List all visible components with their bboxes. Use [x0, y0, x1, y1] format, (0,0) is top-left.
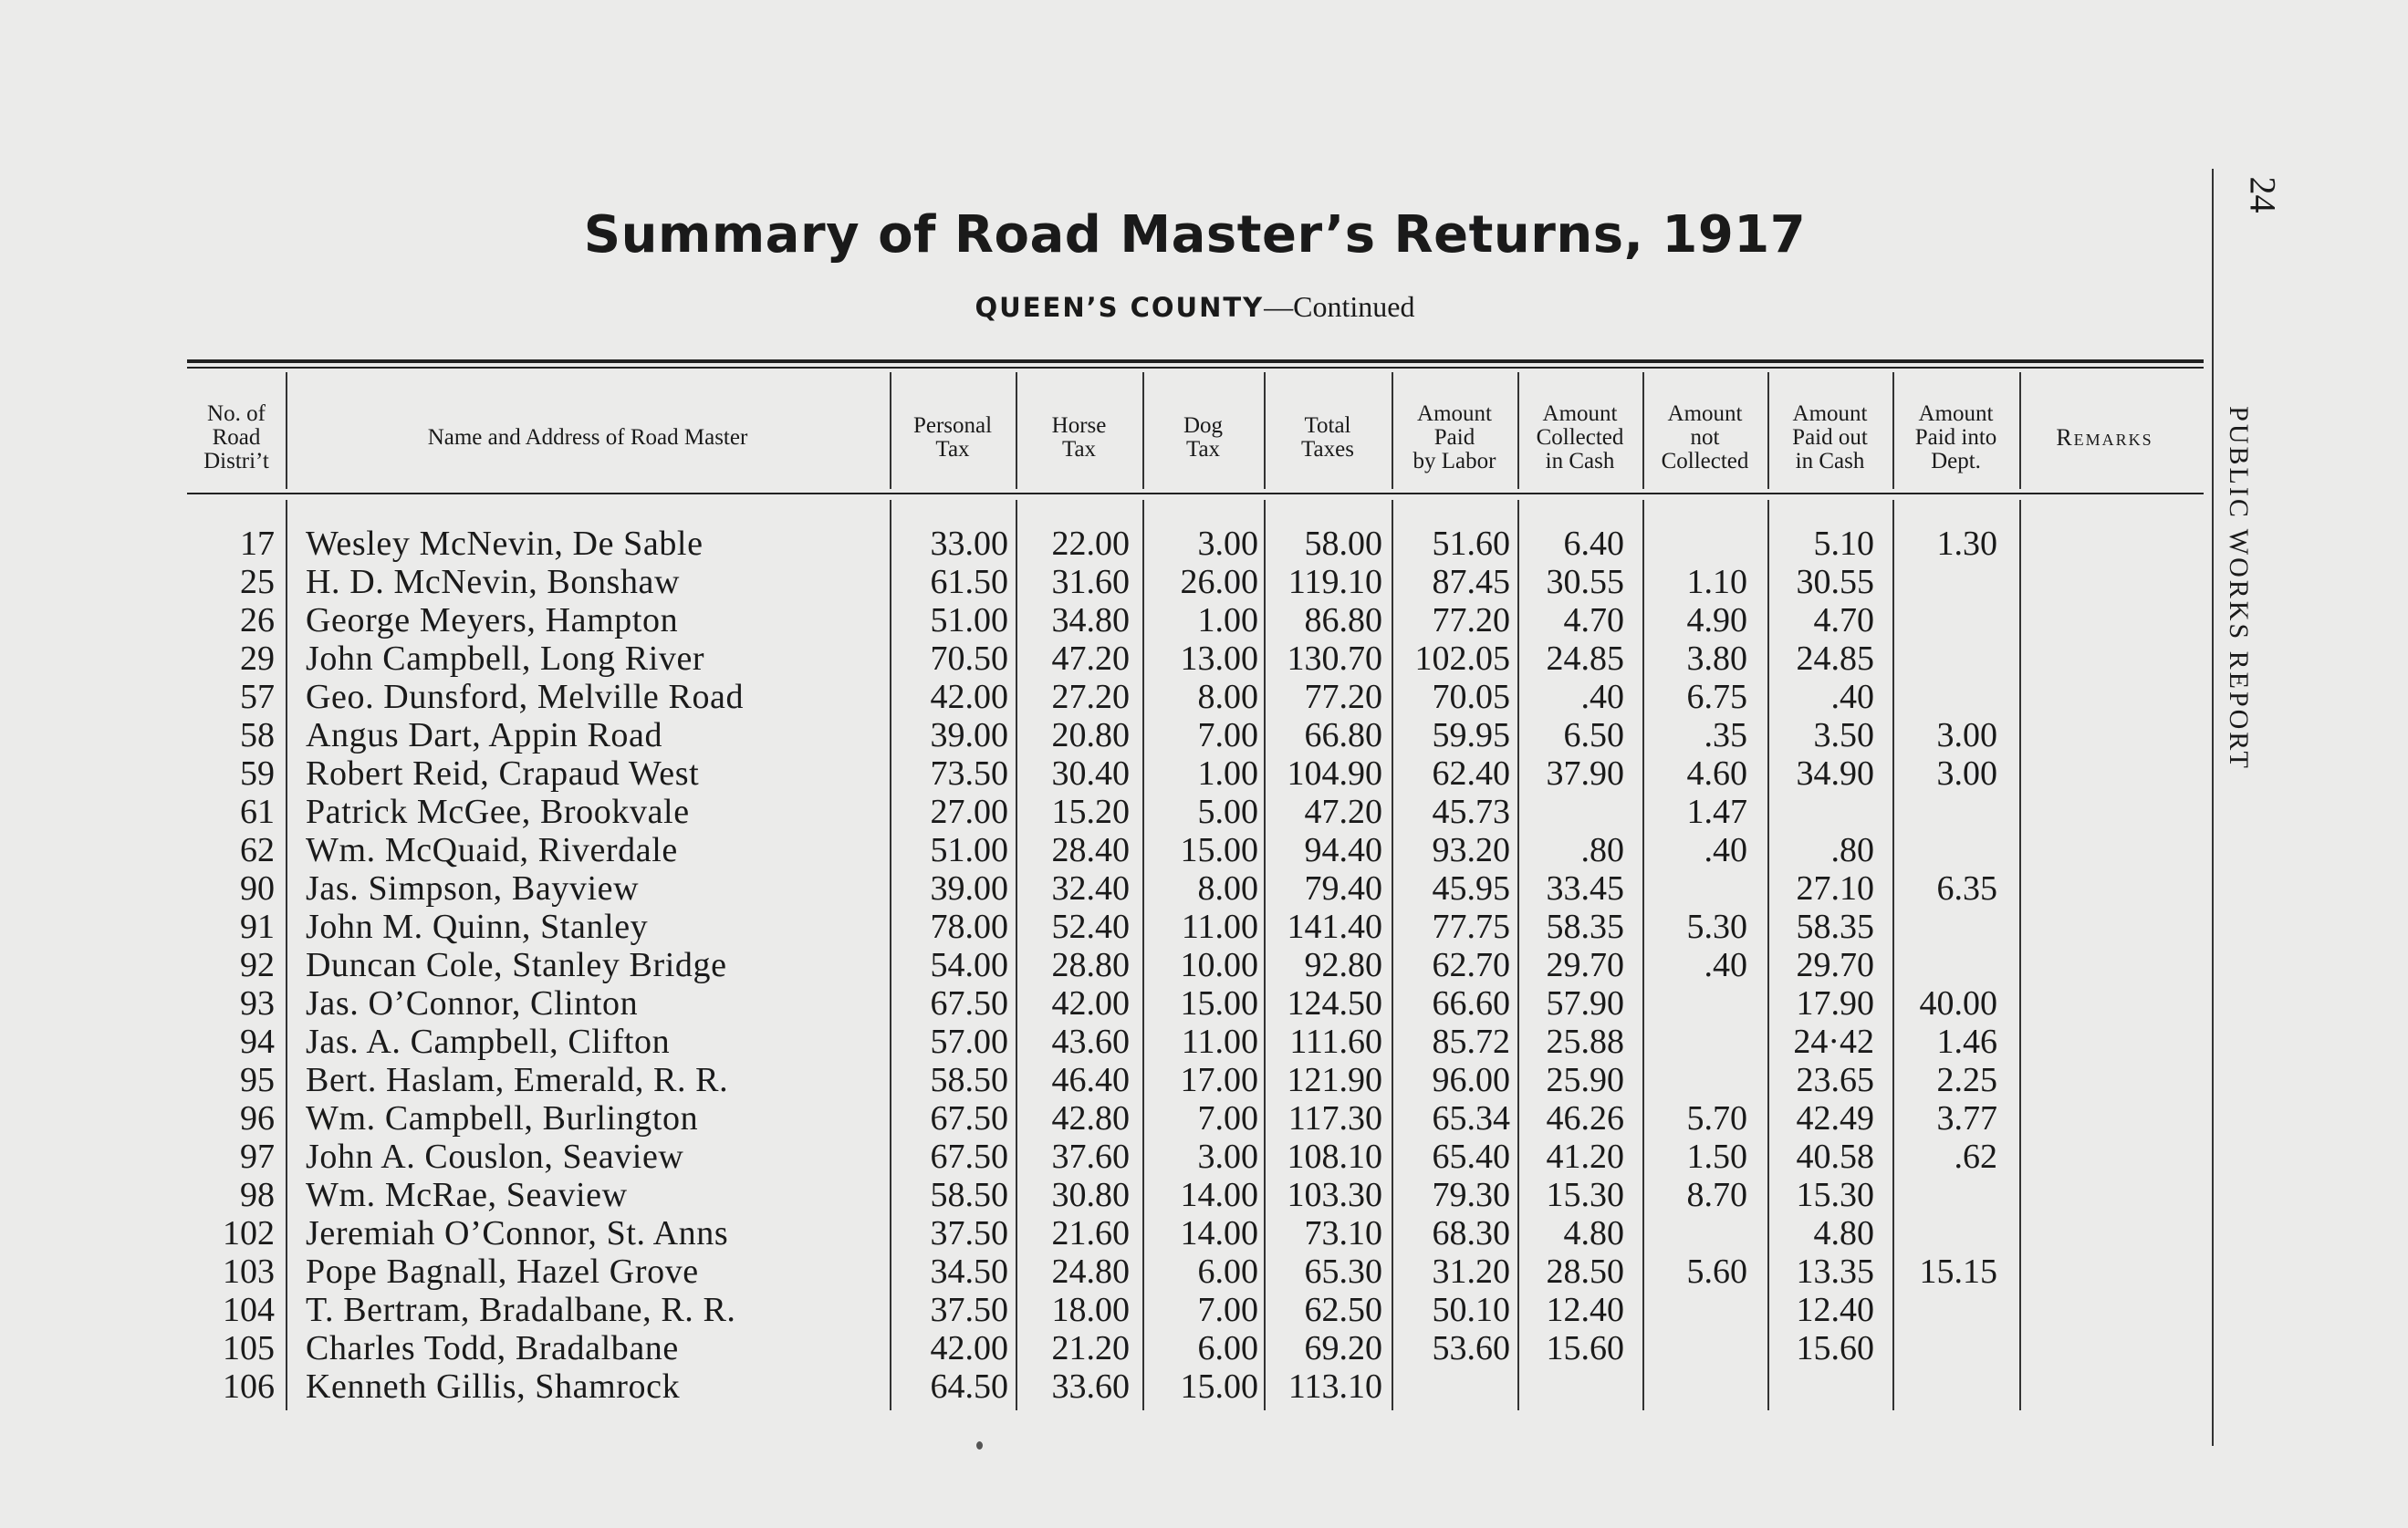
cell-paid-into-dept: 6.35 — [1936, 869, 1997, 908]
cell-dog-tax: 14.00 — [1180, 1214, 1258, 1253]
cell-paid-out-cash: 42.49 — [1796, 1099, 1874, 1138]
cell-name: Jeremiah O’Connor, St. Anns — [306, 1214, 729, 1253]
cell-paid-into-dept: 3.00 — [1936, 754, 1997, 793]
cell-paid-by-labor: 62.40 — [1432, 754, 1510, 793]
table-row — [0, 1023, 2190, 1061]
cell-total-taxes: 141.40 — [1287, 908, 1382, 946]
cell-district: 17 — [240, 525, 275, 563]
cell-horse-tax: 18.00 — [1051, 1291, 1130, 1329]
table-row — [0, 678, 2190, 716]
cell-not-collected: 3.80 — [1686, 639, 1747, 678]
table-row — [0, 1138, 2190, 1176]
cell-paid-by-labor: 87.45 — [1432, 563, 1510, 601]
running-title: PUBLIC WORKS REPORT — [2224, 406, 2254, 771]
cell-total-taxes: 69.20 — [1304, 1329, 1382, 1367]
cell-not-collected: 4.90 — [1686, 601, 1747, 639]
cell-collected-cash: 33.45 — [1546, 869, 1624, 908]
cell-total-taxes: 104.90 — [1287, 754, 1382, 793]
cell-name: Wm. McRae, Seaview — [306, 1176, 628, 1214]
cell-dog-tax: 8.00 — [1197, 678, 1258, 716]
cell-paid-out-cash: .80 — [1830, 831, 1874, 869]
cell-collected-cash: 30.55 — [1546, 563, 1624, 601]
cell-horse-tax: 21.60 — [1051, 1214, 1130, 1253]
cell-dog-tax: 10.00 — [1180, 946, 1258, 984]
cell-personal-tax: 73.50 — [930, 754, 1008, 793]
cell-name: Jas. O’Connor, Clinton — [306, 984, 639, 1023]
cell-dog-tax: 5.00 — [1197, 793, 1258, 831]
page-number: 24 — [2242, 176, 2284, 213]
cell-dog-tax: 11.00 — [1181, 908, 1258, 946]
cell-paid-by-labor: 79.30 — [1432, 1176, 1510, 1214]
cell-paid-into-dept: 3.00 — [1936, 716, 1997, 754]
cell-paid-out-cash: 3.50 — [1813, 716, 1874, 754]
column-header-paid-into-dept: Amount Paid into Dept. — [1914, 401, 1997, 473]
county-name: QUEEN’S COUNTY — [975, 292, 1265, 323]
cell-name: Robert Reid, Crapaud West — [306, 754, 700, 793]
table-row — [0, 1253, 2190, 1291]
cell-personal-tax: 78.00 — [930, 908, 1008, 946]
cell-paid-into-dept: .62 — [1954, 1138, 1997, 1176]
column-header-name: Name and Address of Road Master — [427, 425, 748, 450]
cell-not-collected: 6.75 — [1686, 678, 1747, 716]
cell-dog-tax: 15.00 — [1180, 1367, 1258, 1406]
cell-paid-by-labor: 51.60 — [1432, 525, 1510, 563]
cell-not-collected: 1.10 — [1686, 563, 1747, 601]
cell-paid-by-labor: 53.60 — [1432, 1329, 1510, 1367]
cell-district: 90 — [240, 869, 275, 908]
column-header-total-taxes: Total Taxes — [1301, 413, 1354, 462]
cell-paid-into-dept: 3.77 — [1936, 1099, 1997, 1138]
column-header-remarks: Remarks — [2056, 424, 2153, 451]
cell-paid-out-cash: 23.65 — [1796, 1061, 1874, 1099]
cell-collected-cash: 41.20 — [1546, 1138, 1624, 1176]
cell-total-taxes: 58.00 — [1304, 525, 1382, 563]
cell-total-taxes: 86.80 — [1304, 601, 1382, 639]
cell-dog-tax: 3.00 — [1197, 525, 1258, 563]
cell-total-taxes: 77.20 — [1304, 678, 1382, 716]
cell-collected-cash: 12.40 — [1546, 1291, 1624, 1329]
table-row — [0, 831, 2190, 869]
cell-collected-cash: 28.50 — [1546, 1253, 1624, 1291]
cell-paid-by-labor: 50.10 — [1432, 1291, 1510, 1329]
header-bottom-rule — [187, 493, 2204, 494]
cell-name: T. Bertram, Bradalbane, R. R. — [306, 1291, 736, 1329]
cell-dog-tax: 7.00 — [1197, 1099, 1258, 1138]
cell-paid-out-cash: 27.10 — [1796, 869, 1874, 908]
cell-total-taxes: 124.50 — [1287, 984, 1382, 1023]
column-header-collected-cash: Amount Collected in Cash — [1536, 401, 1624, 473]
cell-paid-out-cash: 5.10 — [1813, 525, 1874, 563]
cell-horse-tax: 15.20 — [1051, 793, 1130, 831]
cell-district: 58 — [240, 716, 275, 754]
cell-personal-tax: 70.50 — [930, 639, 1008, 678]
cell-dog-tax: 6.00 — [1197, 1329, 1258, 1367]
cell-horse-tax: 43.60 — [1051, 1023, 1130, 1061]
cell-not-collected: 1.50 — [1686, 1138, 1747, 1176]
cell-personal-tax: 42.00 — [930, 1329, 1008, 1367]
cell-district: 92 — [240, 946, 275, 984]
cell-personal-tax: 34.50 — [930, 1253, 1008, 1291]
cell-horse-tax: 31.60 — [1051, 563, 1130, 601]
cell-personal-tax: 57.00 — [930, 1023, 1008, 1061]
table-row — [0, 1367, 2190, 1406]
cell-collected-cash: 6.50 — [1563, 716, 1624, 754]
cell-horse-tax: 20.80 — [1051, 716, 1130, 754]
cell-collected-cash: 24.85 — [1546, 639, 1624, 678]
table-row — [0, 1214, 2190, 1253]
cell-personal-tax: 67.50 — [930, 1138, 1008, 1176]
cell-district: 96 — [240, 1099, 275, 1138]
cell-name: Wm. Campbell, Burlington — [306, 1099, 699, 1138]
column-header-not-collected: Amount not Collected — [1661, 401, 1749, 473]
table-row — [0, 946, 2190, 984]
cell-dog-tax: 13.00 — [1180, 639, 1258, 678]
cell-district: 105 — [223, 1329, 275, 1367]
cell-name: Angus Dart, Appin Road — [306, 716, 663, 754]
cell-horse-tax: 47.20 — [1051, 639, 1130, 678]
cell-not-collected: .40 — [1704, 831, 1747, 869]
cell-total-taxes: 103.30 — [1287, 1176, 1382, 1214]
cell-collected-cash: 29.70 — [1546, 946, 1624, 984]
cell-district: 102 — [223, 1214, 275, 1253]
cell-collected-cash: 46.26 — [1546, 1099, 1624, 1138]
table-row — [0, 793, 2190, 831]
cell-collected-cash: 58.35 — [1546, 908, 1624, 946]
ink-speck — [976, 1441, 983, 1450]
cell-total-taxes: 113.10 — [1287, 1367, 1382, 1406]
cell-horse-tax: 42.00 — [1051, 984, 1130, 1023]
cell-horse-tax: 30.80 — [1051, 1176, 1130, 1214]
cell-horse-tax: 32.40 — [1051, 869, 1130, 908]
cell-district: 103 — [223, 1253, 275, 1291]
cell-paid-by-labor: 70.05 — [1432, 678, 1510, 716]
column-header-paid-by-labor: Amount Paid by Labor — [1412, 401, 1496, 473]
cell-paid-by-labor: 59.95 — [1432, 716, 1510, 754]
cell-horse-tax: 46.40 — [1051, 1061, 1130, 1099]
cell-personal-tax: 58.50 — [930, 1061, 1008, 1099]
cell-paid-out-cash: 34.90 — [1796, 754, 1874, 793]
cell-total-taxes: 117.30 — [1287, 1099, 1382, 1138]
cell-personal-tax: 42.00 — [930, 678, 1008, 716]
cell-paid-by-labor: 96.00 — [1432, 1061, 1510, 1099]
cell-dog-tax: 15.00 — [1180, 984, 1258, 1023]
cell-total-taxes: 130.70 — [1287, 639, 1382, 678]
cell-paid-by-labor: 31.20 — [1432, 1253, 1510, 1291]
cell-horse-tax: 42.80 — [1051, 1099, 1130, 1138]
cell-name: George Meyers, Hampton — [306, 601, 679, 639]
cell-paid-out-cash: 24·42 — [1793, 1023, 1874, 1061]
cell-paid-out-cash: 17.90 — [1796, 984, 1874, 1023]
cell-collected-cash: 57.90 — [1546, 984, 1624, 1023]
cell-collected-cash: .40 — [1580, 678, 1624, 716]
cell-not-collected: 8.70 — [1686, 1176, 1747, 1214]
cell-name: Bert. Haslam, Emerald, R. R. — [306, 1061, 729, 1099]
cell-not-collected: 1.47 — [1686, 793, 1747, 831]
cell-total-taxes: 66.80 — [1304, 716, 1382, 754]
column-header-district: No. of Road Distri’t — [203, 401, 269, 473]
cell-horse-tax: 24.80 — [1051, 1253, 1130, 1291]
cell-paid-into-dept: 1.46 — [1936, 1023, 1997, 1061]
cell-district: 62 — [240, 831, 275, 869]
cell-collected-cash: 25.90 — [1546, 1061, 1624, 1099]
cell-paid-out-cash: 12.40 — [1796, 1291, 1874, 1329]
subtitle-suffix: —Continued — [1264, 290, 1415, 323]
cell-district: 94 — [240, 1023, 275, 1061]
table-row — [0, 1176, 2190, 1214]
cell-paid-into-dept: 2.25 — [1936, 1061, 1997, 1099]
cell-horse-tax: 28.80 — [1051, 946, 1130, 984]
table-row — [0, 1061, 2190, 1099]
cell-collected-cash: .80 — [1580, 831, 1624, 869]
top-rule-thick — [187, 359, 2204, 363]
cell-not-collected: 4.60 — [1686, 754, 1747, 793]
cell-not-collected: 5.30 — [1686, 908, 1747, 946]
cell-district: 26 — [240, 601, 275, 639]
cell-district: 59 — [240, 754, 275, 793]
page-edge-rule — [2212, 169, 2214, 1446]
cell-total-taxes: 73.10 — [1304, 1214, 1382, 1253]
cell-name: Jas. Simpson, Bayview — [306, 869, 640, 908]
cell-name: Wm. McQuaid, Riverdale — [306, 831, 678, 869]
cell-horse-tax: 33.60 — [1051, 1367, 1130, 1406]
cell-personal-tax: 58.50 — [930, 1176, 1008, 1214]
cell-dog-tax: 8.00 — [1197, 869, 1258, 908]
cell-name: Jas. A. Campbell, Clifton — [306, 1023, 671, 1061]
cell-total-taxes: 62.50 — [1304, 1291, 1382, 1329]
cell-dog-tax: 1.00 — [1197, 601, 1258, 639]
page-title: Summary of Road Master’s Returns, 1917 — [583, 205, 1807, 265]
cell-paid-out-cash: 15.30 — [1796, 1176, 1874, 1214]
cell-paid-by-labor: 65.40 — [1432, 1138, 1510, 1176]
table-row — [0, 984, 2190, 1023]
table-row — [0, 525, 2190, 563]
cell-total-taxes: 79.40 — [1304, 869, 1382, 908]
cell-horse-tax: 30.40 — [1051, 754, 1130, 793]
cell-total-taxes: 119.10 — [1287, 563, 1382, 601]
table-row — [0, 869, 2190, 908]
cell-paid-out-cash: 40.58 — [1796, 1138, 1874, 1176]
table-row — [0, 908, 2190, 946]
cell-paid-into-dept: 15.15 — [1919, 1253, 1997, 1291]
cell-dog-tax: 7.00 — [1197, 716, 1258, 754]
cell-collected-cash: 6.40 — [1563, 525, 1624, 563]
cell-district: 61 — [240, 793, 275, 831]
cell-paid-out-cash: 24.85 — [1796, 639, 1874, 678]
cell-collected-cash: 25.88 — [1546, 1023, 1624, 1061]
table-row — [0, 1291, 2190, 1329]
cell-paid-by-labor: 85.72 — [1432, 1023, 1510, 1061]
top-rule-thin — [187, 367, 2204, 369]
cell-personal-tax: 51.00 — [930, 831, 1008, 869]
cell-district: 106 — [223, 1367, 275, 1406]
cell-paid-out-cash: 4.80 — [1813, 1214, 1874, 1253]
cell-total-taxes: 92.80 — [1304, 946, 1382, 984]
cell-total-taxes: 94.40 — [1304, 831, 1382, 869]
cell-district: 29 — [240, 639, 275, 678]
cell-personal-tax: 67.50 — [930, 984, 1008, 1023]
cell-paid-into-dept: 1.30 — [1936, 525, 1997, 563]
table-row — [0, 563, 2190, 601]
cell-personal-tax: 37.50 — [930, 1214, 1008, 1253]
cell-horse-tax: 22.00 — [1051, 525, 1130, 563]
cell-paid-out-cash: 58.35 — [1796, 908, 1874, 946]
cell-horse-tax: 28.40 — [1051, 831, 1130, 869]
cell-paid-out-cash: 4.70 — [1813, 601, 1874, 639]
cell-name: John A. Couslon, Seaview — [306, 1138, 684, 1176]
cell-personal-tax: 54.00 — [930, 946, 1008, 984]
cell-not-collected: .40 — [1704, 946, 1747, 984]
cell-paid-out-cash: .40 — [1830, 678, 1874, 716]
cell-dog-tax: 15.00 — [1180, 831, 1258, 869]
cell-dog-tax: 6.00 — [1197, 1253, 1258, 1291]
cell-name: Charles Todd, Bradalbane — [306, 1329, 679, 1367]
cell-personal-tax: 39.00 — [930, 716, 1008, 754]
cell-total-taxes: 108.10 — [1287, 1138, 1382, 1176]
cell-name: Geo. Dunsford, Melville Road — [306, 678, 745, 716]
cell-paid-out-cash: 30.55 — [1796, 563, 1874, 601]
column-header-dog-tax: Dog Tax — [1183, 413, 1224, 462]
cell-paid-by-labor: 65.34 — [1432, 1099, 1510, 1138]
cell-paid-by-labor: 77.20 — [1432, 601, 1510, 639]
cell-horse-tax: 52.40 — [1051, 908, 1130, 946]
cell-paid-by-labor: 66.60 — [1432, 984, 1510, 1023]
cell-paid-out-cash: 15.60 — [1796, 1329, 1874, 1367]
cell-name: H. D. McNevin, Bonshaw — [306, 563, 681, 601]
table-row — [0, 1099, 2190, 1138]
cell-dog-tax: 7.00 — [1197, 1291, 1258, 1329]
cell-not-collected: 5.70 — [1686, 1099, 1747, 1138]
cell-dog-tax: 26.00 — [1180, 563, 1258, 601]
cell-dog-tax: 14.00 — [1180, 1176, 1258, 1214]
cell-paid-into-dept: 40.00 — [1919, 984, 1997, 1023]
cell-paid-by-labor: 102.05 — [1414, 639, 1510, 678]
cell-personal-tax: 51.00 — [930, 601, 1008, 639]
cell-name: Kenneth Gillis, Shamrock — [306, 1367, 681, 1406]
cell-dog-tax: 11.00 — [1181, 1023, 1258, 1061]
table-row — [0, 716, 2190, 754]
page-subtitle — [0, 290, 2399, 324]
cell-not-collected: 5.60 — [1686, 1253, 1747, 1291]
cell-personal-tax: 37.50 — [930, 1291, 1008, 1329]
cell-name: John M. Quinn, Stanley — [306, 908, 649, 946]
table-row — [0, 754, 2190, 793]
cell-collected-cash: 37.90 — [1546, 754, 1624, 793]
table-row — [0, 601, 2190, 639]
cell-district: 97 — [240, 1138, 275, 1176]
cell-personal-tax: 27.00 — [930, 793, 1008, 831]
column-header-paid-out-cash: Amount Paid out in Cash — [1792, 401, 1868, 473]
cell-collected-cash: 15.60 — [1546, 1329, 1624, 1367]
cell-personal-tax: 67.50 — [930, 1099, 1008, 1138]
table-row — [0, 639, 2190, 678]
cell-dog-tax: 3.00 — [1197, 1138, 1258, 1176]
cell-total-taxes: 65.30 — [1304, 1253, 1382, 1291]
cell-name: Duncan Cole, Stanley Bridge — [306, 946, 727, 984]
cell-name: Patrick McGee, Brookvale — [306, 793, 690, 831]
cell-district: 93 — [240, 984, 275, 1023]
cell-district: 57 — [240, 678, 275, 716]
cell-paid-by-labor: 45.73 — [1432, 793, 1510, 831]
cell-district: 104 — [223, 1291, 275, 1329]
cell-personal-tax: 33.00 — [930, 525, 1008, 563]
cell-horse-tax: 21.20 — [1051, 1329, 1130, 1367]
cell-collected-cash: 4.80 — [1563, 1214, 1624, 1253]
cell-dog-tax: 1.00 — [1197, 754, 1258, 793]
cell-not-collected: .35 — [1704, 716, 1747, 754]
cell-paid-by-labor: 77.75 — [1432, 908, 1510, 946]
cell-district: 25 — [240, 563, 275, 601]
cell-district: 91 — [240, 908, 275, 946]
cell-personal-tax: 39.00 — [930, 869, 1008, 908]
cell-personal-tax: 64.50 — [930, 1367, 1008, 1406]
cell-name: John Campbell, Long River — [306, 639, 705, 678]
cell-total-taxes: 47.20 — [1304, 793, 1382, 831]
cell-paid-by-labor: 62.70 — [1432, 946, 1510, 984]
cell-collected-cash: 4.70 — [1563, 601, 1624, 639]
column-header-personal-tax: Personal Tax — [912, 413, 993, 462]
cell-horse-tax: 37.60 — [1051, 1138, 1130, 1176]
cell-horse-tax: 27.20 — [1051, 678, 1130, 716]
cell-horse-tax: 34.80 — [1051, 601, 1130, 639]
cell-paid-out-cash: 29.70 — [1796, 946, 1874, 984]
column-header-horse-tax: Horse Tax — [1051, 413, 1107, 462]
cell-total-taxes: 111.60 — [1289, 1023, 1382, 1061]
cell-district: 98 — [240, 1176, 275, 1214]
cell-dog-tax: 17.00 — [1180, 1061, 1258, 1099]
cell-name: Pope Bagnall, Hazel Grove — [306, 1253, 699, 1291]
cell-paid-out-cash: 13.35 — [1796, 1253, 1874, 1291]
cell-paid-by-labor: 93.20 — [1432, 831, 1510, 869]
table-row — [0, 1329, 2190, 1367]
cell-district: 95 — [240, 1061, 275, 1099]
cell-paid-by-labor: 45.95 — [1432, 869, 1510, 908]
cell-collected-cash: 15.30 — [1546, 1176, 1624, 1214]
cell-name: Wesley McNevin, De Sable — [306, 525, 704, 563]
cell-personal-tax: 61.50 — [930, 563, 1008, 601]
cell-total-taxes: 121.90 — [1287, 1061, 1382, 1099]
cell-paid-by-labor: 68.30 — [1432, 1214, 1510, 1253]
